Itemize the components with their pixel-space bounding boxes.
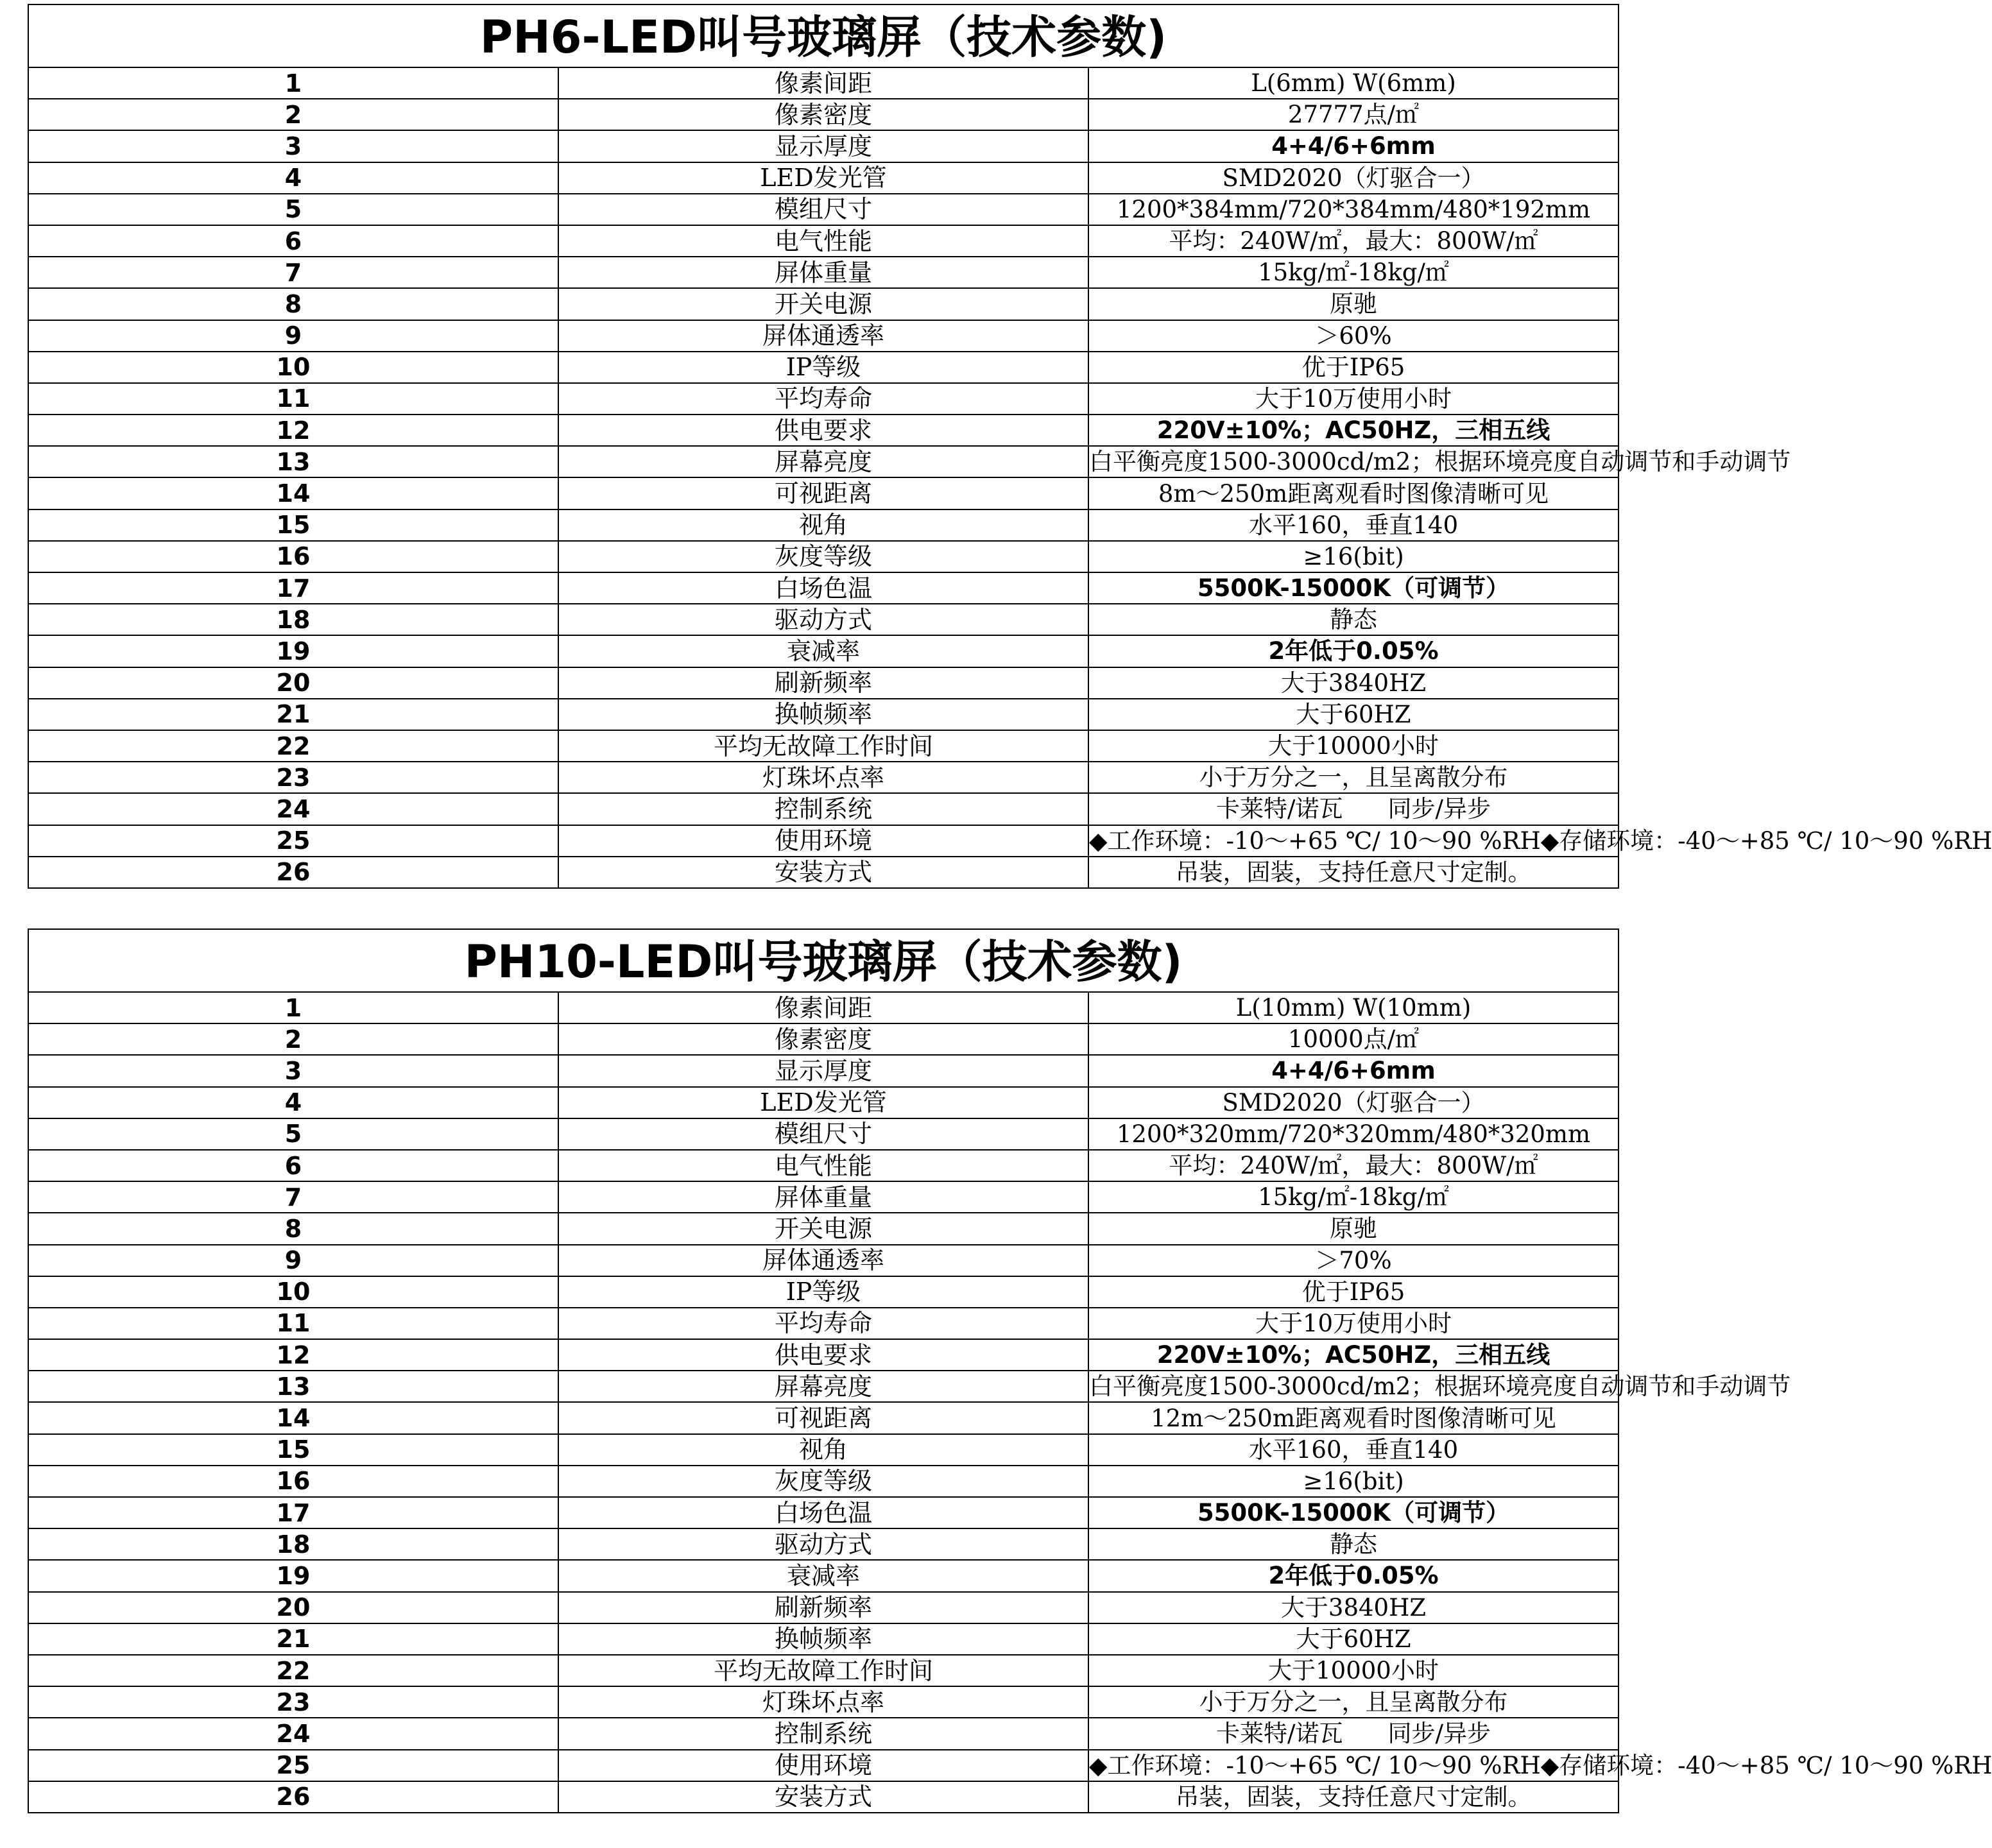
parameter-value: ≥16(bit) — [1088, 1466, 1619, 1497]
row-number: 14 — [28, 1402, 558, 1433]
row-number: 1 — [28, 992, 558, 1023]
table-row — [28, 730, 1619, 762]
parameter-name: 电气性能 — [558, 1150, 1088, 1181]
row-number: 13 — [28, 1371, 558, 1402]
table-row — [28, 1686, 1619, 1718]
parameter-name: 控制系统 — [558, 793, 1088, 825]
table-title: PH10-LED叫号玻璃屏（技术参数) — [28, 929, 1619, 992]
row-number: 2 — [28, 1023, 558, 1055]
table-row — [28, 541, 1619, 572]
table-row — [28, 667, 1619, 699]
row-number: 18 — [28, 1528, 558, 1560]
parameter-value: 大于10万使用小时 — [1088, 1308, 1619, 1339]
parameter-name: 供电要求 — [558, 1339, 1088, 1371]
row-number: 20 — [28, 1592, 558, 1623]
table-row — [28, 1339, 1619, 1371]
parameter-name: 视角 — [558, 509, 1088, 541]
row-number: 5 — [28, 1118, 558, 1150]
parameter-name: 白场色温 — [558, 1497, 1088, 1528]
table-row — [28, 352, 1619, 383]
spec-table-body — [28, 4, 1992, 888]
table-row — [28, 1434, 1619, 1466]
parameter-name: 像素间距 — [558, 992, 1088, 1023]
parameter-value: 平均：240W/㎡，最大：800W/㎡ — [1088, 1150, 1619, 1181]
table-row — [28, 1118, 1619, 1150]
parameter-name: 屏体通透率 — [558, 320, 1088, 352]
parameter-value: 白平衡亮度1500-3000cd/m2；根据环境亮度自动调节和手动调节 — [1088, 1371, 1619, 1402]
row-number: 9 — [28, 320, 558, 352]
parameter-value: 大于60HZ — [1088, 1623, 1619, 1655]
parameter-value: 静态 — [1088, 1528, 1619, 1560]
parameter-value: 大于10000小时 — [1088, 730, 1619, 762]
parameter-name: 像素密度 — [558, 1023, 1088, 1055]
row-number: 5 — [28, 194, 558, 225]
parameter-name: 平均寿命 — [558, 383, 1088, 415]
row-number: 24 — [28, 1718, 558, 1749]
parameter-value: ＞70% — [1088, 1245, 1619, 1276]
parameter-name: 屏幕亮度 — [558, 446, 1088, 477]
parameter-value: 水平160，垂直140 — [1088, 509, 1619, 541]
parameter-value: 水平160，垂直140 — [1088, 1434, 1619, 1466]
table-row — [28, 477, 1619, 509]
table-row — [28, 383, 1619, 415]
row-number: 25 — [28, 1750, 558, 1781]
table-row — [28, 1023, 1619, 1055]
parameter-name: 刷新频率 — [558, 667, 1088, 699]
row-number: 15 — [28, 1434, 558, 1466]
parameter-name: 开关电源 — [558, 288, 1088, 320]
parameter-name: 供电要求 — [558, 415, 1088, 446]
parameter-name: IP等级 — [558, 352, 1088, 383]
row-number: 2 — [28, 99, 558, 130]
parameter-name: 灰度等级 — [558, 1466, 1088, 1497]
row-number: 21 — [28, 699, 558, 730]
row-number: 15 — [28, 509, 558, 541]
row-number: 12 — [28, 415, 558, 446]
parameter-name: 像素间距 — [558, 67, 1088, 99]
parameter-value: 5500K-15000K（可调节） — [1088, 572, 1619, 604]
table-row — [28, 1497, 1619, 1528]
parameter-value: 1200*384mm/720*384mm/480*192mm — [1088, 194, 1619, 225]
table-row — [28, 1466, 1619, 1497]
parameter-name: 可视距离 — [558, 1402, 1088, 1433]
table-row — [28, 194, 1619, 225]
parameter-name: 使用环境 — [558, 1750, 1088, 1781]
table-row — [28, 320, 1619, 352]
parameter-name: 显示厚度 — [558, 130, 1088, 162]
parameter-name: 控制系统 — [558, 1718, 1088, 1749]
row-number: 19 — [28, 1560, 558, 1591]
table-row — [28, 509, 1619, 541]
table-row — [28, 1055, 1619, 1086]
table-row — [28, 1150, 1619, 1181]
parameter-name: 灯珠坏点率 — [558, 762, 1088, 793]
row-number: 4 — [28, 1087, 558, 1118]
table-row — [28, 857, 1619, 888]
parameter-name: 换帧频率 — [558, 699, 1088, 730]
row-number: 10 — [28, 1276, 558, 1308]
row-number: 26 — [28, 857, 558, 888]
row-number: 17 — [28, 572, 558, 604]
row-number: 21 — [28, 1623, 558, 1655]
parameter-value: 220V±10%；AC50HZ，三相五线 — [1088, 415, 1619, 446]
parameter-value-part: 同步/异步 — [1387, 1720, 1491, 1748]
row-number: 22 — [28, 1655, 558, 1686]
table-row — [28, 1718, 1619, 1749]
table-row — [28, 1750, 1619, 1781]
row-number: 20 — [28, 667, 558, 699]
row-number: 19 — [28, 635, 558, 667]
row-number: 11 — [28, 1308, 558, 1339]
row-number: 13 — [28, 446, 558, 477]
parameter-name: IP等级 — [558, 1276, 1088, 1308]
parameter-name: 换帧频率 — [558, 1623, 1088, 1655]
parameter-value: 10000点/㎡ — [1088, 1023, 1619, 1055]
parameter-name: 开关电源 — [558, 1213, 1088, 1244]
row-number: 10 — [28, 352, 558, 383]
row-number: 23 — [28, 762, 558, 793]
parameter-name: LED发光管 — [558, 162, 1088, 194]
parameter-value: ＞60% — [1088, 320, 1619, 352]
parameter-value: SMD2020（灯驱合一） — [1088, 162, 1619, 194]
table-row — [28, 257, 1619, 288]
table-row — [28, 1213, 1619, 1244]
spec-table-body — [28, 929, 1992, 1813]
parameter-name: 屏幕亮度 — [558, 1371, 1088, 1402]
parameter-name: 模组尺寸 — [558, 194, 1088, 225]
table-row — [28, 1592, 1619, 1623]
parameter-name: 灰度等级 — [558, 541, 1088, 572]
table-row — [28, 1528, 1619, 1560]
parameter-name: 可视距离 — [558, 477, 1088, 509]
parameter-value-part: 卡莱特/诺瓦 — [1216, 795, 1343, 823]
row-number: 17 — [28, 1497, 558, 1528]
table-row — [28, 415, 1619, 446]
table-row — [28, 1623, 1619, 1655]
parameter-value: 220V±10%；AC50HZ，三相五线 — [1088, 1339, 1619, 1371]
parameter-value — [1088, 1718, 1619, 1749]
parameter-value: 大于3840HZ — [1088, 667, 1619, 699]
parameter-name: 平均寿命 — [558, 1308, 1088, 1339]
parameter-name: 驱动方式 — [558, 604, 1088, 635]
table-row — [28, 99, 1619, 130]
parameter-value: 15kg/㎡-18kg/㎡ — [1088, 1181, 1619, 1213]
parameter-value: 12m～250m距离观看时图像清晰可见 — [1088, 1402, 1619, 1433]
parameter-value: 4+4/6+6mm — [1088, 1055, 1619, 1086]
parameter-value: 小于万分之一，且呈离散分布 — [1088, 762, 1619, 793]
table-row — [28, 1402, 1619, 1433]
spec-table-ph10 — [28, 928, 1992, 1813]
table-row — [28, 762, 1619, 793]
table-row — [28, 288, 1619, 320]
parameter-name: 衰减率 — [558, 1560, 1088, 1591]
row-number: 8 — [28, 1213, 558, 1244]
row-number: 11 — [28, 383, 558, 415]
parameter-value: 原驰 — [1088, 1213, 1619, 1244]
parameter-value-part: 卡莱特/诺瓦 — [1216, 1720, 1343, 1748]
parameter-value: 27777点/㎡ — [1088, 99, 1619, 130]
row-number: 6 — [28, 225, 558, 257]
table-row — [28, 699, 1619, 730]
parameter-value: ◆工作环境：-10～+65 ℃/ 10～90 %RH◆存储环境：-40～+85 ℃/ 10～90 %RH — [1088, 1750, 1619, 1781]
table-row — [28, 1371, 1619, 1402]
row-number: 24 — [28, 793, 558, 825]
parameter-name: 安装方式 — [558, 857, 1088, 888]
parameter-value-part: 同步/异步 — [1387, 795, 1491, 823]
parameter-name: 屏体重量 — [558, 257, 1088, 288]
parameter-name: 衰减率 — [558, 635, 1088, 667]
table-row — [28, 572, 1619, 604]
parameter-value: 大于60HZ — [1088, 699, 1619, 730]
parameter-value: 大于10万使用小时 — [1088, 383, 1619, 415]
parameter-name: 像素密度 — [558, 99, 1088, 130]
table-row — [28, 1560, 1619, 1591]
table-row — [28, 1276, 1619, 1308]
parameter-value: 大于3840HZ — [1088, 1592, 1619, 1623]
parameter-value: 静态 — [1088, 604, 1619, 635]
parameter-value: 1200*320mm/720*320mm/480*320mm — [1088, 1118, 1619, 1150]
table-row — [28, 604, 1619, 635]
parameter-name: 电气性能 — [558, 225, 1088, 257]
parameter-name: 显示厚度 — [558, 1055, 1088, 1086]
parameter-name: 模组尺寸 — [558, 1118, 1088, 1150]
row-number: 3 — [28, 130, 558, 162]
parameter-value: 优于IP65 — [1088, 1276, 1619, 1308]
row-number: 14 — [28, 477, 558, 509]
parameter-value: 8m～250m距离观看时图像清晰可见 — [1088, 477, 1619, 509]
row-number: 22 — [28, 730, 558, 762]
parameter-value: 15kg/㎡-18kg/㎡ — [1088, 257, 1619, 288]
table-row — [28, 67, 1619, 99]
spec-table-ph6 — [28, 4, 1992, 889]
row-number: 25 — [28, 825, 558, 857]
parameter-name: 刷新频率 — [558, 1592, 1088, 1623]
parameter-name: 安装方式 — [558, 1781, 1088, 1813]
row-number: 18 — [28, 604, 558, 635]
table-row — [28, 446, 1619, 477]
parameter-name: 灯珠坏点率 — [558, 1686, 1088, 1718]
table-row — [28, 1245, 1619, 1276]
parameter-value: L(10mm) W(10mm) — [1088, 992, 1619, 1023]
parameter-value: 小于万分之一，且呈离散分布 — [1088, 1686, 1619, 1718]
parameter-value: L(6mm) W(6mm) — [1088, 67, 1619, 99]
parameter-name: 屏体重量 — [558, 1181, 1088, 1213]
row-number: 16 — [28, 541, 558, 572]
row-number: 7 — [28, 1181, 558, 1213]
row-number: 1 — [28, 67, 558, 99]
table-row — [28, 635, 1619, 667]
parameter-name: 白场色温 — [558, 572, 1088, 604]
table-row — [28, 825, 1619, 857]
parameter-name: 屏体通透率 — [558, 1245, 1088, 1276]
parameter-value — [1088, 793, 1619, 825]
row-number: 12 — [28, 1339, 558, 1371]
parameter-value: 2年低于0.05% — [1088, 1560, 1619, 1591]
parameter-value: 4+4/6+6mm — [1088, 130, 1619, 162]
table-row — [28, 793, 1619, 825]
row-number: 23 — [28, 1686, 558, 1718]
table-title: PH6-LED叫号玻璃屏（技术参数) — [28, 4, 1619, 67]
table-row — [28, 1655, 1619, 1686]
parameter-value: 白平衡亮度1500-3000cd/m2；根据环境亮度自动调节和手动调节 — [1088, 446, 1619, 477]
parameter-name: 平均无故障工作时间 — [558, 1655, 1088, 1686]
parameter-value: 吊装，固装，支持任意尺寸定制。 — [1088, 1781, 1619, 1813]
parameter-value: 大于10000小时 — [1088, 1655, 1619, 1686]
parameter-name: 视角 — [558, 1434, 1088, 1466]
parameter-name: 使用环境 — [558, 825, 1088, 857]
table-row — [28, 1181, 1619, 1213]
row-number: 3 — [28, 1055, 558, 1086]
parameter-value: ◆工作环境：-10～+65 ℃/ 10～90 %RH◆存储环境：-40～+85 ℃/ 10～90 %RH — [1088, 825, 1619, 857]
table-row — [28, 162, 1619, 194]
parameter-value: 平均：240W/㎡，最大：800W/㎡ — [1088, 225, 1619, 257]
table-row — [28, 1087, 1619, 1118]
row-number: 9 — [28, 1245, 558, 1276]
table-row — [28, 130, 1619, 162]
title-row — [28, 929, 1619, 992]
parameter-name: 平均无故障工作时间 — [558, 730, 1088, 762]
row-number: 16 — [28, 1466, 558, 1497]
parameter-value: SMD2020（灯驱合一） — [1088, 1087, 1619, 1118]
row-number: 6 — [28, 1150, 558, 1181]
parameter-value: 原驰 — [1088, 288, 1619, 320]
parameter-name: LED发光管 — [558, 1087, 1088, 1118]
row-number: 26 — [28, 1781, 558, 1813]
parameter-value: 2年低于0.05% — [1088, 635, 1619, 667]
parameter-value: 优于IP65 — [1088, 352, 1619, 383]
row-number: 8 — [28, 288, 558, 320]
parameter-value: 吊装，固装，支持任意尺寸定制。 — [1088, 857, 1619, 888]
title-row — [28, 4, 1619, 67]
parameter-name: 驱动方式 — [558, 1528, 1088, 1560]
parameter-value: 5500K-15000K（可调节） — [1088, 1497, 1619, 1528]
table-row — [28, 992, 1619, 1023]
row-number: 7 — [28, 257, 558, 288]
table-row — [28, 225, 1619, 257]
table-row — [28, 1308, 1619, 1339]
table-row — [28, 1781, 1619, 1813]
row-number: 4 — [28, 162, 558, 194]
parameter-value: ≥16(bit) — [1088, 541, 1619, 572]
